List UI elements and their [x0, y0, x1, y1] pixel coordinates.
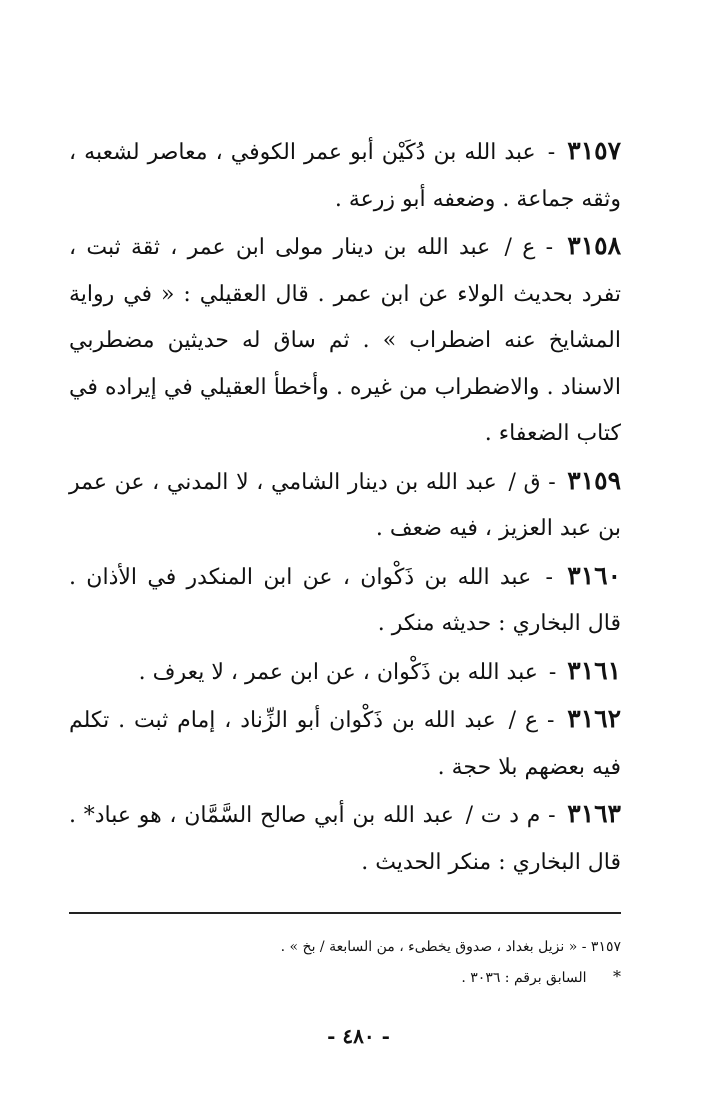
- entry-3159: [69, 458, 621, 553]
- entry-number: ٣١٦١: [567, 655, 621, 685]
- entry-3162: [69, 696, 621, 791]
- entry-number: ٣١٦٠: [567, 560, 622, 590]
- footnote-text: « نزيل بغداد ، صدوق يخطىء ، من السابعة / بخ » .: [280, 939, 578, 955]
- entry-text: عبد الله بن ذَكْوان أبو الزِّناد ، إمام ثبت . تكلم فيه بعضهم بلا حجة .: [69, 708, 621, 780]
- entry-number: ٣١٥٨: [567, 231, 621, 260]
- entry-prefix: - ق /: [508, 469, 556, 495]
- footnote-divider: [69, 912, 621, 914]
- entry-number: ٣١٥٧: [567, 136, 621, 165]
- entry-3163: [69, 791, 621, 886]
- entry-prefix: -: [545, 564, 553, 590]
- entry-3160: [69, 553, 621, 648]
- footnote-asterisk: [69, 962, 621, 993]
- entry-number: ٣١٦٣: [567, 799, 621, 828]
- entry-text: عبد الله بن ذَكْوان ، عن ابن المنكدر في الأذان . قال البخاري : حديثه منكر .: [69, 564, 621, 636]
- entry-prefix: - ع /: [508, 708, 555, 733]
- entry-number: ٣١٦٢: [567, 704, 621, 733]
- entry-prefix: -: [547, 140, 556, 165]
- entry-text: عبد الله بن أبي صالح السَّمَّان ، هو عباد* . قال البخاري : منكر الحديث .: [69, 803, 621, 875]
- footnote-marker: ٣١٥٧ -: [581, 939, 621, 955]
- footnote-3157: [69, 932, 621, 962]
- entry-text: عبد الله بن دينار مولى ابن عمر ، ثقة ثبت ، تفرد بحديث الولاء عن ابن عمر . قال العقيلي : « في رواية المشايخ عنه اضطراب » . ثم ساق له حديثين مضطربي الاسناد . والاضطراب من غيره . وأخطأ العقيلي في إيراده في كتاب الضعفاء .: [69, 235, 621, 446]
- entry-text: عبد الله بن دينار الشامي ، لا المدني ، عن عمر بن عبد العزيز ، فيه ضعف .: [69, 469, 621, 541]
- entry-prefix: -: [548, 659, 557, 685]
- entry-number: ٣١٥٩: [567, 465, 621, 495]
- entry-prefix: - م د ت /: [465, 803, 556, 828]
- entry-3161: [69, 648, 621, 697]
- entry-3157: [69, 128, 621, 223]
- entry-text: عبد الله بن ذَكْوان ، عن ابن عمر ، لا يعرف .: [138, 659, 538, 685]
- page-number: - ٤٨٠ -: [327, 1024, 390, 1048]
- footnotes: [69, 932, 621, 993]
- entry-text: عبد الله بن دُكَيْن أبو عمر الكوفي ، معاصر لشعبه ، وثقه جماعة . وضعفه أبو زرعة .: [69, 140, 621, 212]
- entry-prefix: - ع /: [504, 235, 554, 260]
- entry-3158: [69, 223, 621, 458]
- footnote-marker: *: [613, 967, 621, 986]
- main-text-body: [69, 128, 621, 886]
- footnote-text: السابق برقم : ٣٠٣٦ .: [461, 970, 587, 986]
